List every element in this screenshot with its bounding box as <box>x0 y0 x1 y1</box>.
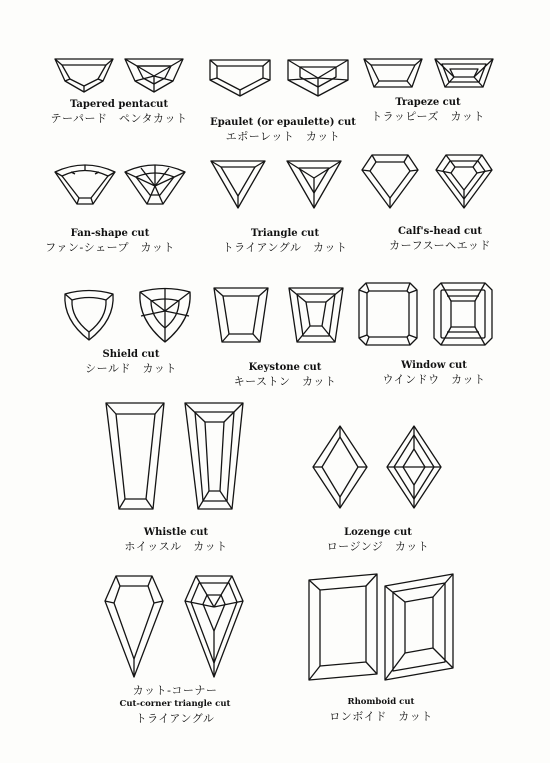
calfs-head-facet-drawing <box>434 152 494 210</box>
epaulet-name-en: Epaulet (or epaulette) cut <box>210 117 356 128</box>
triangle-name-jp: トライアングル カット <box>222 241 348 254</box>
cut-corner-triangle-outline-drawing <box>102 573 166 679</box>
rhomboid-facet-drawing <box>383 572 455 682</box>
lozenge-name-en: Lozenge cut <box>344 527 412 538</box>
triangle-name-en: Triangle cut <box>250 228 320 239</box>
keystone-outline-drawing <box>212 285 270 345</box>
whistle-caption <box>124 526 227 554</box>
cut-corner-triangle-name-jp-top: カット-コーナー <box>132 684 218 697</box>
rhomboid-name-jp: ロンボイド カット <box>329 710 433 723</box>
rhomboid-name-en: Rhomboid cut <box>347 697 415 707</box>
keystone-facet-drawing <box>287 285 345 345</box>
keystone-name-jp: キーストン カット <box>233 375 337 388</box>
window-name-en: Window cut <box>401 360 467 371</box>
tapered-pentacut-caption <box>51 98 188 126</box>
trapeze-outline-drawing <box>362 56 424 90</box>
triangle-caption <box>223 227 348 255</box>
shield-facet-drawing <box>136 286 194 344</box>
shield-name-en: Shield cut <box>102 349 160 360</box>
shield-name-jp: シールド カット <box>85 362 177 375</box>
fan-shape-caption <box>45 227 175 255</box>
lozenge-outline-drawing <box>311 424 369 510</box>
fan-shape-name-jp: ファン-シェープ カット <box>45 241 175 254</box>
tapered-pentacut-name-en: Tapered pentacut <box>69 99 169 110</box>
shield-outline-drawing <box>61 288 117 342</box>
whistle-outline-drawing <box>103 400 167 512</box>
keystone-name-en: Keystone cut <box>248 362 322 373</box>
epaulet-outline-drawing <box>207 56 273 98</box>
whistle-name-en: Whistle cut <box>143 527 209 538</box>
triangle-facet-drawing <box>285 158 343 210</box>
calfs-head-name-jp: カーフスーヘエッド <box>389 239 491 252</box>
triangle-outline-drawing <box>209 158 267 210</box>
cut-corner-triangle-name-en: Cut-corner triangle cut <box>119 699 231 709</box>
trapeze-name-en: Trapeze cut <box>395 97 461 108</box>
tapered-pentacut-facet-drawing <box>123 56 185 94</box>
fan-shape-name-en: Fan-shape cut <box>70 228 150 239</box>
shield-caption <box>85 348 177 376</box>
lozenge-name-jp: ロージンジ カット <box>326 540 430 553</box>
cut-corner-triangle-caption <box>120 683 231 726</box>
fan-shape-outline-drawing <box>53 160 117 206</box>
trapeze-name-jp: トラッピーズ カット <box>371 110 485 123</box>
epaulet-caption <box>210 116 356 144</box>
lozenge-caption <box>327 526 430 554</box>
keystone-caption <box>234 361 337 389</box>
cut-corner-triangle-facet-drawing <box>182 573 246 679</box>
rhomboid-caption <box>329 696 432 724</box>
tapered-pentacut-outline-drawing <box>53 56 115 94</box>
window-outline-drawing <box>357 281 419 347</box>
trapeze-caption <box>371 96 485 124</box>
trapeze-facet-drawing <box>433 56 495 90</box>
epaulet-facet-drawing <box>285 56 351 98</box>
whistle-name-jp: ホイッスル カット <box>124 540 228 553</box>
calfs-head-caption <box>389 225 491 253</box>
rhomboid-outline-drawing <box>307 572 379 682</box>
window-facet-drawing <box>432 281 494 347</box>
window-name-jp: ウインドウ カット <box>382 373 486 386</box>
epaulet-name-jp: エポーレット カット <box>225 130 341 143</box>
whistle-facet-drawing <box>182 400 246 512</box>
window-caption <box>382 359 485 387</box>
fan-shape-facet-drawing <box>123 160 187 206</box>
calfs-head-outline-drawing <box>360 152 420 210</box>
lozenge-facet-drawing <box>385 424 443 510</box>
tapered-pentacut-name-jp: テーパード ペンタカット <box>50 112 188 125</box>
cut-corner-triangle-name-jp: トライアングル <box>135 712 215 725</box>
calfs-head-name-en: Calf's-head cut <box>398 226 482 237</box>
